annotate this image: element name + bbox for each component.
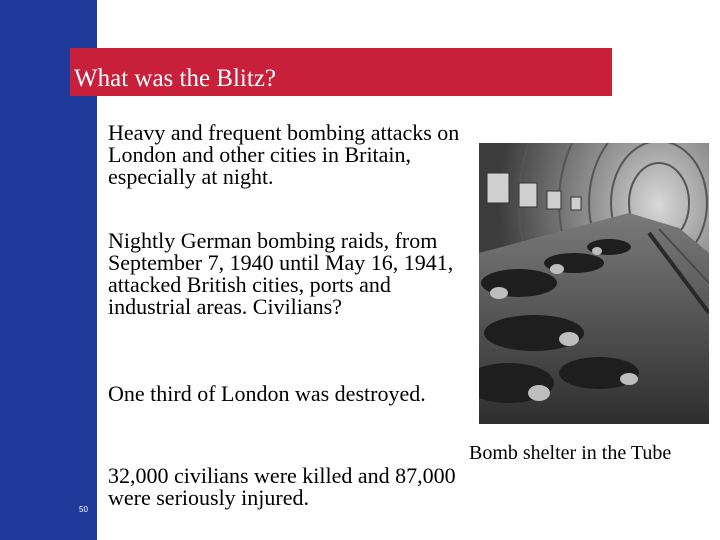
bullet-nightly-raids: Nightly German bombing raids, from September 7, 1940 until May 16, 1941, attacked British cities, ports and industrial areas. Civilians? [108,228,454,319]
bullet-casualties: 32,000 civilians were killed and 87,000 were seriously injured. [108,463,456,510]
page-number: 50 [79,505,88,514]
tube-shelter-photo [479,143,709,424]
bullet-london-destroyed: One third of London was destroyed. [108,381,426,406]
slide-title: What was the Blitz? [74,65,277,92]
photo-caption: Bomb shelter in the Tube [469,442,672,464]
bullet-bombing-attacks: Heavy and frequent bombing attacks on London and other cities in Britain, especially at night. [108,120,460,189]
